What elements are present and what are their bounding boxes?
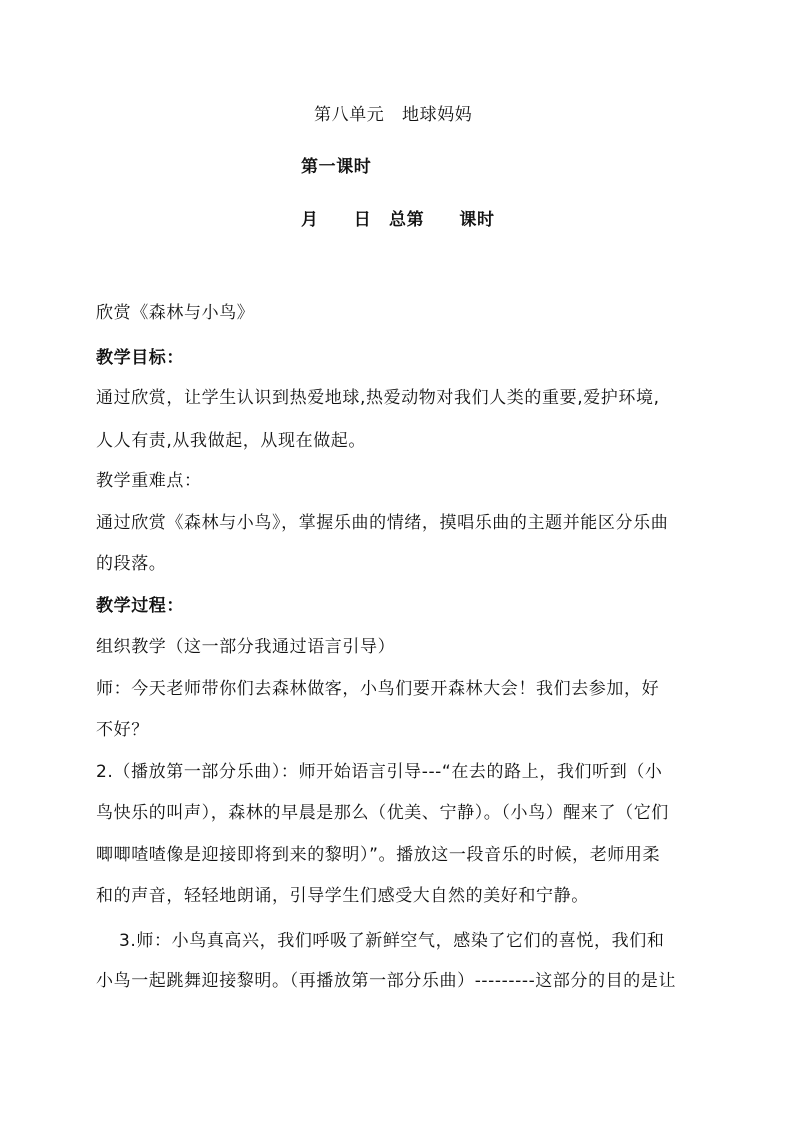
step2-line: 和的声音，轻轻地朗诵，引导学生们感受大自然的美好和宁静。 <box>96 886 589 906</box>
goals-text-line: 通过欣赏，让学生认识到热爱地球,热爱动物对我们人类的重要,爱护环境, <box>96 388 660 408</box>
key-points-text-line: 通过欣赏《森林与小鸟》，掌握乐曲的情绪，摸唱乐曲的主题并能区分乐曲 <box>96 513 669 533</box>
goals-heading: 教学目标： <box>96 348 184 368</box>
step1-text-line: 师：今天老师带你们去森林做客，小鸟们要开森林大会！我们去参加，好 <box>96 679 660 699</box>
step3-line: 3.师：小鸟真高兴，我们呼吸了新鲜空气，感染了它们的喜悦，我们和 <box>119 931 665 951</box>
step2-line: 唧唧喳喳像是迎接即将到来的黎明）”。播放这一段音乐的时候，老师用柔 <box>96 845 661 865</box>
step1-text-line: 不好？ <box>96 720 149 740</box>
step2-line: 鸟快乐的叫声），森林的早晨是那么（优美、宁静）。（小鸟）醒来了（它们 <box>96 803 669 823</box>
key-points-heading: 教学重难点： <box>96 471 202 491</box>
process-heading: 教学过程： <box>96 596 184 616</box>
step3-line: 小鸟一起跳舞迎接黎明。（再播放第一部分乐曲）---------这部分的目的是让 <box>96 971 677 991</box>
topic-line: 欣赏《森林与小鸟》 <box>96 303 255 323</box>
step2-line: 2.（播放第一部分乐曲）：师开始语言引导---“在去的路上，我们听到（小 <box>96 762 663 782</box>
key-points-text-line: 的段落。 <box>96 554 167 574</box>
date-line: 月 日 总第 课时 <box>301 210 495 230</box>
goals-text-line: 人人有责,从我做起，从现在做起。 <box>96 431 367 451</box>
step1-line: 组织教学（这一部分我通过语言引导） <box>96 637 396 657</box>
lesson-heading: 第一课时 <box>301 157 372 177</box>
unit-title: 第八单元 地球妈妈 <box>314 105 473 125</box>
